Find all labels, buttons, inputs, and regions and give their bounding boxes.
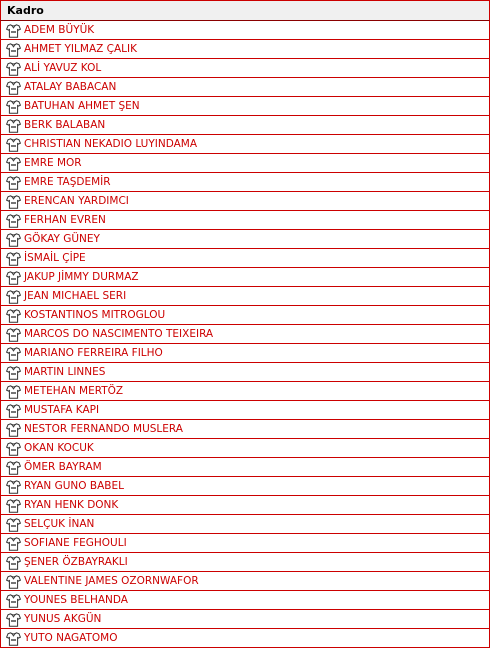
table-row [0,629,490,648]
table-row [0,211,490,230]
table-row [0,59,490,78]
jersey-icon [6,422,21,436]
jersey-icon [6,61,21,75]
table-row [0,363,490,382]
jersey-icon [6,574,21,588]
jersey-icon [6,498,21,512]
jersey-icon [6,631,21,645]
player-name-link[interactable]: GÖKAY GÜNEY [24,233,100,245]
player-name-link[interactable]: JAKUP JİMMY DURMAZ [24,271,139,283]
player-name-link[interactable]: YUTO NAGATOMO [24,632,118,644]
table-row [0,78,490,97]
player-name-link[interactable]: İSMAİL ÇİPE [24,252,86,264]
jersey-icon [6,555,21,569]
jersey-icon [6,308,21,322]
table-row [0,401,490,420]
player-name-link[interactable]: AHMET YILMAZ ÇALIK [24,43,138,55]
table-row [0,382,490,401]
table-row [0,534,490,553]
table-row [0,572,490,591]
jersey-icon [6,42,21,56]
table-row [0,249,490,268]
player-name-link[interactable]: ÖMER BAYRAM [24,461,102,473]
table-header [0,0,490,21]
jersey-icon [6,232,21,246]
jersey-icon [6,99,21,113]
player-name-link[interactable]: VALENTINE JAMES OZORNWAFOR [24,575,199,587]
jersey-icon [6,156,21,170]
jersey-icon [6,593,21,607]
table-row [0,173,490,192]
player-name-link[interactable]: KOSTANTINOS MITROGLOU [24,309,166,321]
player-name-link[interactable]: ATALAY BABACAN [24,81,117,93]
jersey-icon [6,441,21,455]
player-name-link[interactable]: BERK BALABAN [24,119,106,131]
table-row [0,306,490,325]
player-name-link[interactable]: MUSTAFA KAPI [24,404,100,416]
table-row [0,116,490,135]
table-row [0,40,490,59]
player-name-link[interactable]: METEHAN MERTÖZ [24,385,124,397]
table-row [0,553,490,572]
jersey-icon [6,536,21,550]
jersey-icon [6,118,21,132]
player-name-link[interactable]: RYAN HENK DONK [24,499,119,511]
jersey-icon [6,23,21,37]
table-row [0,496,490,515]
jersey-icon [6,137,21,151]
player-name-link[interactable]: NESTOR FERNANDO MUSLERA [24,423,183,435]
table-row [0,287,490,306]
table-row [0,591,490,610]
player-name-link[interactable]: YOUNES BELHANDA [24,594,128,606]
player-name-link[interactable]: RYAN GUNO BABEL [24,480,124,492]
jersey-icon [6,80,21,94]
jersey-icon [6,194,21,208]
jersey-icon [6,289,21,303]
jersey-icon [6,327,21,341]
table-row [0,420,490,439]
player-list [0,21,490,648]
player-name-link[interactable]: JEAN MICHAEL SERI [24,290,127,302]
jersey-icon [6,403,21,417]
player-name-link[interactable]: ALİ YAVUZ KOL [24,62,102,74]
jersey-icon [6,270,21,284]
table-row [0,154,490,173]
table-row [0,515,490,534]
jersey-icon [6,365,21,379]
player-name-link[interactable]: EMRE MOR [24,157,82,169]
table-row [0,439,490,458]
player-name-link[interactable]: FERHAN EVREN [24,214,106,226]
table-row [0,344,490,363]
player-name-link[interactable]: YUNUS AKGÜN [24,613,102,625]
player-name-link[interactable]: MARTIN LINNES [24,366,106,378]
jersey-icon [6,175,21,189]
jersey-icon [6,213,21,227]
table-row [0,268,490,287]
player-name-link[interactable]: CHRISTIAN NEKADIO LUYINDAMA [24,138,198,150]
jersey-icon [6,460,21,474]
table-row [0,97,490,116]
jersey-icon [6,479,21,493]
jersey-icon [6,251,21,265]
table-row [0,610,490,629]
table-row [0,477,490,496]
table-row [0,458,490,477]
player-name-link[interactable]: SELÇUK İNAN [24,518,95,530]
player-name-link[interactable]: ŞENER ÖZBAYRAKLI [24,556,128,568]
player-name-link[interactable]: MARCOS DO NASCIMENTO TEIXEIRA [24,328,214,340]
table-row [0,230,490,249]
player-name-link[interactable]: EMRE TAŞDEMİR [24,176,111,188]
jersey-icon [6,346,21,360]
table-row [0,192,490,211]
jersey-icon [6,384,21,398]
table-header-label: Kadro [7,4,44,17]
player-name-link[interactable]: SOFIANE FEGHOULI [24,537,127,549]
player-name-link[interactable]: OKAN KOCUK [24,442,94,454]
table-row [0,135,490,154]
jersey-icon [6,612,21,626]
player-name-link[interactable]: MARIANO FERREIRA FILHO [24,347,163,359]
player-name-link[interactable]: ADEM BÜYÜK [24,24,95,36]
table-row [0,21,490,40]
table-row [0,325,490,344]
player-name-link[interactable]: BATUHAN AHMET ŞEN [24,100,140,112]
player-name-link[interactable]: ERENCAN YARDIMCI [24,195,129,207]
jersey-icon [6,517,21,531]
